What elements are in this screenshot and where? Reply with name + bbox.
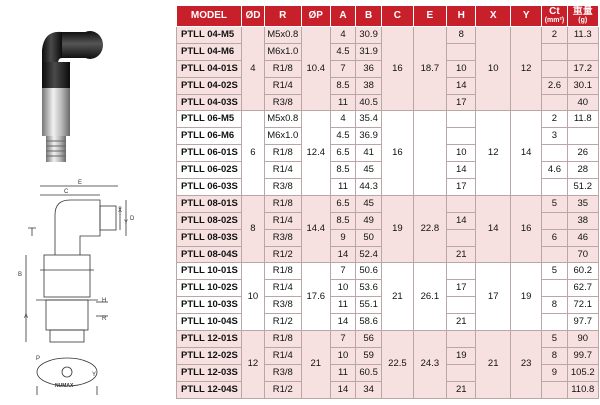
r-cell: R3/8 (264, 297, 301, 314)
header-weight-label: 重量 (572, 6, 593, 17)
x-cell: 12 (476, 111, 511, 195)
weight-cell: 72.1 (567, 297, 599, 314)
dim-label-d: D (130, 216, 135, 222)
model-cell: PTLL 12-04S (177, 381, 242, 398)
model-cell: PTLL 04-02S (177, 77, 242, 94)
dim-label-h: H (102, 298, 107, 304)
y-cell: 12 (510, 27, 541, 111)
model-cell: PTLL 08-04S (177, 246, 242, 263)
dim-label-x: X (118, 208, 123, 214)
b-cell: 44.3 (356, 179, 382, 196)
x-cell: 14 (476, 195, 511, 263)
a-cell: 7 (330, 331, 355, 348)
table-row (177, 263, 599, 280)
model-cell: PTLL 10-04S (177, 314, 242, 331)
header-ct (542, 6, 567, 27)
header-op: ØP (301, 6, 330, 27)
h-cell (447, 111, 476, 128)
r-cell: R1/4 (264, 212, 301, 229)
r-cell: R1/8 (264, 195, 301, 212)
b-cell: 60.5 (356, 364, 382, 381)
dim-label-r: R (102, 316, 107, 322)
od-cell: 6 (241, 111, 264, 195)
r-cell: R3/8 (264, 94, 301, 111)
h-cell (447, 195, 476, 212)
weight-cell: 35 (567, 195, 599, 212)
h-cell: 17 (447, 179, 476, 196)
a-cell: 8.5 (330, 162, 355, 179)
a-cell: 9 (330, 229, 355, 246)
weight-cell (567, 128, 599, 145)
weight-cell: 110.8 (567, 381, 599, 398)
header-e: E (413, 6, 447, 27)
a-cell: 6.5 (330, 145, 355, 162)
h-cell: 14 (447, 212, 476, 229)
e-cell: 26.1 (413, 263, 447, 331)
h-cell: 21 (447, 314, 476, 331)
ct-cell: 6 (542, 229, 567, 246)
brand-mark: NUMAX (55, 383, 74, 389)
dim-label-a: A (24, 314, 29, 320)
c-cell: 16 (382, 111, 413, 195)
a-cell: 6.5 (330, 195, 355, 212)
ct-cell (542, 94, 567, 111)
od-cell: 4 (241, 27, 264, 111)
ct-cell: 5 (542, 331, 567, 348)
r-cell: R3/8 (264, 229, 301, 246)
a-cell: 14 (330, 314, 355, 331)
od-cell: 8 (241, 195, 264, 263)
table-row (177, 27, 599, 44)
a-cell: 4 (330, 111, 355, 128)
ct-cell (542, 314, 567, 331)
op-cell: 21 (301, 331, 330, 399)
b-cell: 38 (356, 77, 382, 94)
weight-cell: 60.2 (567, 263, 599, 280)
weight-cell: 62.7 (567, 280, 599, 297)
r-cell: R1/8 (264, 145, 301, 162)
model-cell: PTLL 08-03S (177, 229, 242, 246)
od-cell: 12 (241, 331, 264, 399)
e-cell: 24.3 (413, 331, 447, 399)
weight-cell: 70 (567, 246, 599, 263)
y-cell: 23 (510, 331, 541, 399)
r-cell: R1/4 (264, 347, 301, 364)
op-cell: 12.4 (301, 111, 330, 195)
h-cell (447, 263, 476, 280)
b-cell: 55.1 (356, 297, 382, 314)
ct-cell: 2 (542, 111, 567, 128)
fitting-photo (42, 31, 103, 162)
c-cell: 22.5 (382, 331, 413, 399)
header-r: R (264, 6, 301, 27)
table-row (177, 331, 599, 348)
a-cell: 14 (330, 246, 355, 263)
model-cell: PTLL 06-M6 (177, 128, 242, 145)
b-cell: 50.6 (356, 263, 382, 280)
b-cell: 58.6 (356, 314, 382, 331)
h-cell: 17 (447, 94, 476, 111)
weight-cell: 90 (567, 331, 599, 348)
r-cell: R1/8 (264, 60, 301, 77)
weight-cell: 11.3 (567, 27, 599, 44)
b-cell: 53.6 (356, 280, 382, 297)
r-cell: R1/2 (264, 314, 301, 331)
y-cell: 16 (510, 195, 541, 263)
b-cell: 30.9 (356, 27, 382, 44)
header-x: X (476, 6, 511, 27)
ct-cell (542, 246, 567, 263)
b-cell: 45 (356, 195, 382, 212)
header-c: C (382, 6, 413, 27)
ct-cell (542, 212, 567, 229)
weight-cell: 51.2 (567, 179, 599, 196)
b-cell: 52.4 (356, 246, 382, 263)
ct-cell: 2 (542, 27, 567, 44)
model-cell: PTLL 10-03S (177, 297, 242, 314)
op-cell: 17.6 (301, 263, 330, 331)
specification-table (176, 5, 599, 399)
ct-cell (542, 145, 567, 162)
x-cell: 17 (476, 263, 511, 331)
weight-cell: 46 (567, 229, 599, 246)
c-cell: 16 (382, 27, 413, 111)
weight-cell: 40 (567, 94, 599, 111)
a-cell: 7 (330, 60, 355, 77)
ct-cell: 8 (542, 347, 567, 364)
dim-label-y-bottom: Y (92, 372, 97, 378)
table-row (177, 111, 599, 128)
model-cell: PTLL 12-02S (177, 347, 242, 364)
dim-label-p: P (36, 356, 41, 362)
header-ct-label: Ct (549, 6, 560, 17)
header-ct-unit: (mm²) (544, 17, 565, 24)
weight-cell: 99.7 (567, 347, 599, 364)
a-cell: 14 (330, 381, 355, 398)
ct-cell: 9 (542, 364, 567, 381)
weight-cell: 30.1 (567, 77, 599, 94)
ct-cell (542, 43, 567, 60)
header-model: MODEL (177, 6, 242, 27)
h-cell: 10 (447, 145, 476, 162)
b-cell: 59 (356, 347, 382, 364)
a-cell: 8.5 (330, 77, 355, 94)
b-cell: 41 (356, 145, 382, 162)
model-cell: PTLL 04-01S (177, 60, 242, 77)
b-cell: 40.5 (356, 94, 382, 111)
c-cell: 19 (382, 195, 413, 263)
table-body (177, 27, 599, 399)
a-cell: 11 (330, 297, 355, 314)
b-cell: 56 (356, 331, 382, 348)
r-cell: R1/2 (264, 246, 301, 263)
weight-cell: 28 (567, 162, 599, 179)
header-od: ØD (241, 6, 264, 27)
h-cell: 21 (447, 246, 476, 263)
weight-cell: 97.7 (567, 314, 599, 331)
model-cell: PTLL 12-01S (177, 331, 242, 348)
h-cell: 19 (447, 347, 476, 364)
header-y: Y (510, 6, 541, 27)
r-cell: R1/2 (264, 381, 301, 398)
h-cell: 10 (447, 60, 476, 77)
od-cell: 10 (241, 263, 264, 331)
r-cell: R1/4 (264, 162, 301, 179)
weight-cell: 17.2 (567, 60, 599, 77)
b-cell: 45 (356, 162, 382, 179)
a-cell: 10 (330, 280, 355, 297)
dim-label-b: B (18, 272, 23, 278)
model-cell: PTLL 04-03S (177, 94, 242, 111)
h-cell: 17 (447, 280, 476, 297)
r-cell: M6x1.0 (264, 43, 301, 60)
model-cell: PTLL 06-03S (177, 179, 242, 196)
ct-cell (542, 381, 567, 398)
r-cell: M6x1.0 (264, 128, 301, 145)
a-cell: 10 (330, 347, 355, 364)
c-cell: 21 (382, 263, 413, 331)
dim-label-y: Y (124, 220, 129, 226)
weight-cell: 26 (567, 145, 599, 162)
product-illustration-panel (0, 0, 176, 400)
fitting-drawing (0, 0, 176, 400)
a-cell: 4.5 (330, 43, 355, 60)
b-cell: 31.9 (356, 43, 382, 60)
b-cell: 35.4 (356, 111, 382, 128)
model-cell: PTLL 10-02S (177, 280, 242, 297)
header-b: B (356, 6, 382, 27)
ct-cell: 5 (542, 263, 567, 280)
header-weight (567, 6, 599, 27)
r-cell: R3/8 (264, 179, 301, 196)
e-cell: 18.7 (413, 27, 447, 111)
y-cell: 14 (510, 111, 541, 195)
a-cell: 4.5 (330, 128, 355, 145)
model-cell: PTLL 06-01S (177, 145, 242, 162)
dimension-labels (18, 180, 135, 389)
model-cell: PTLL 06-M5 (177, 111, 242, 128)
a-cell: 11 (330, 364, 355, 381)
h-cell (447, 229, 476, 246)
ct-cell: 2.6 (542, 77, 567, 94)
b-cell: 34 (356, 381, 382, 398)
h-cell (447, 128, 476, 145)
b-cell: 36.9 (356, 128, 382, 145)
ct-cell: 4.6 (542, 162, 567, 179)
a-cell: 11 (330, 179, 355, 196)
ct-cell (542, 60, 567, 77)
h-cell: 8 (447, 27, 476, 44)
h-cell: 21 (447, 381, 476, 398)
table-row (177, 195, 599, 212)
x-cell: 21 (476, 331, 511, 399)
r-cell: R1/8 (264, 263, 301, 280)
h-cell: 14 (447, 162, 476, 179)
ct-cell: 5 (542, 195, 567, 212)
h-cell (447, 297, 476, 314)
y-cell: 19 (510, 263, 541, 331)
r-cell: R3/8 (264, 364, 301, 381)
r-cell: M5x0.8 (264, 27, 301, 44)
model-cell: PTLL 04-M6 (177, 43, 242, 60)
model-cell: PTLL 08-01S (177, 195, 242, 212)
header-weight-unit: (g) (578, 17, 588, 24)
weight-cell: 38 (567, 212, 599, 229)
r-cell: R1/4 (264, 77, 301, 94)
op-cell: 10.4 (301, 27, 330, 111)
b-cell: 50 (356, 229, 382, 246)
a-cell: 11 (330, 94, 355, 111)
model-cell: PTLL 10-01S (177, 263, 242, 280)
h-cell (447, 364, 476, 381)
weight-cell (567, 43, 599, 60)
model-cell: PTLL 08-02S (177, 212, 242, 229)
ct-cell: 8 (542, 297, 567, 314)
a-cell: 7 (330, 263, 355, 280)
header-row (177, 6, 599, 27)
b-cell: 36 (356, 60, 382, 77)
r-cell: R1/4 (264, 280, 301, 297)
ct-cell: 3 (542, 128, 567, 145)
ct-cell (542, 280, 567, 297)
h-cell (447, 43, 476, 60)
e-cell (413, 111, 447, 195)
model-cell: PTLL 12-03S (177, 364, 242, 381)
r-cell: M5x0.8 (264, 111, 301, 128)
header-h: H (447, 6, 476, 27)
ct-cell (542, 179, 567, 196)
r-cell: R1/8 (264, 331, 301, 348)
h-cell (447, 331, 476, 348)
technical-drawing (26, 186, 129, 395)
a-cell: 4 (330, 27, 355, 44)
op-cell: 14.4 (301, 195, 330, 263)
x-cell: 10 (476, 27, 511, 111)
dim-label-c: C (64, 189, 69, 195)
e-cell: 22.8 (413, 195, 447, 263)
weight-cell: 105.2 (567, 364, 599, 381)
header-a: A (330, 6, 355, 27)
dim-label-e: E (78, 180, 83, 186)
weight-cell: 11.8 (567, 111, 599, 128)
model-cell: PTLL 04-M5 (177, 27, 242, 44)
model-cell: PTLL 06-02S (177, 162, 242, 179)
a-cell: 8.5 (330, 212, 355, 229)
h-cell: 14 (447, 77, 476, 94)
b-cell: 49 (356, 212, 382, 229)
